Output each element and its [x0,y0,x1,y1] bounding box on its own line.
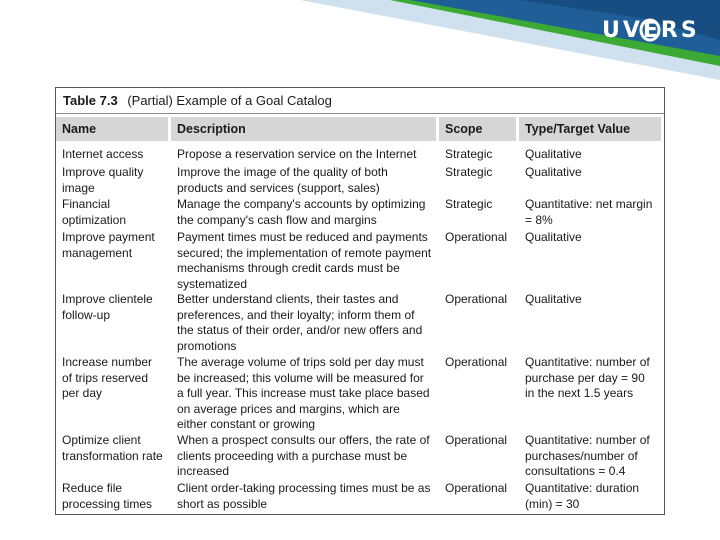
cell-type: Quantitative: duration (min) = 30 [519,481,664,513]
cell-name: Improve clientele follow-up [56,292,171,355]
cell-name: Internet access [56,141,171,165]
cell-type: Quantitative: net margin = 8% [519,197,664,230]
cell-type: Quantitative: number of purchases/number of consultations = 0.4 [519,433,664,481]
cell-description: Payment times must be reduced and payments secured; the implementation of remote payment mechanisms through credit cards must be systematized [171,230,439,292]
cell-type: Qualitative [519,165,664,197]
cell-scope: Operational [439,355,519,433]
cell-type: Quantitative: number of purchase per day = 90 in the next 1.5 years [519,355,664,433]
cell-description: The average volume of trips sold per day must be increased; this volume will be measured for a full year. This increase must take place based on average prices and margins, which are either constant or growing [171,355,439,433]
table-grid [56,114,664,513]
header-type-target: Type/Target Value [519,117,664,141]
cell-name: Optimize client transformation rate [56,433,171,481]
table-title: (Partial) Example of a Goal Catalog [127,93,332,108]
table-number: Table 7.3 [63,93,118,108]
cell-scope: Operational [439,292,519,355]
cell-type: Qualitative [519,230,664,292]
cell-name: Reduce file processing times [56,481,171,513]
cell-scope: Strategic [439,141,519,165]
uvers-logo [602,16,702,46]
cell-description: Client order-taking processing times must be as short as possible [171,481,439,513]
cell-scope: Operational [439,481,519,513]
cell-scope: Strategic [439,165,519,197]
cell-type: Qualitative [519,292,664,355]
cell-description: Better understand clients, their tastes and preferences, and their loyalty; inform them of the status of their order, and/or new offers and promotions [171,292,439,355]
header-name: Name [56,117,171,141]
cell-description: Improve the image of the quality of both products and services (support, sales) [171,165,439,197]
cell-name: Increase number of trips reserved per day [56,355,171,433]
cell-description: Manage the company's accounts by optimizing the company's cash flow and margins [171,197,439,230]
header-description: Description [171,117,439,141]
cell-name: Improve payment management [56,230,171,292]
table-caption [56,88,664,114]
cell-scope: Operational [439,230,519,292]
cell-description: Propose a reservation service on the Internet [171,141,439,165]
cell-scope: Strategic [439,197,519,230]
cell-type: Qualitative [519,141,664,165]
cell-name: Improve quality image [56,165,171,197]
cell-name: Financial optimization [56,197,171,230]
logo-text: UVERS [602,18,700,43]
goal-catalog-table [55,87,665,515]
cell-scope: Operational [439,433,519,481]
cell-description: When a prospect consults our offers, the rate of clients proceeding with a purchase must be increased [171,433,439,481]
header-scope: Scope [439,117,519,141]
